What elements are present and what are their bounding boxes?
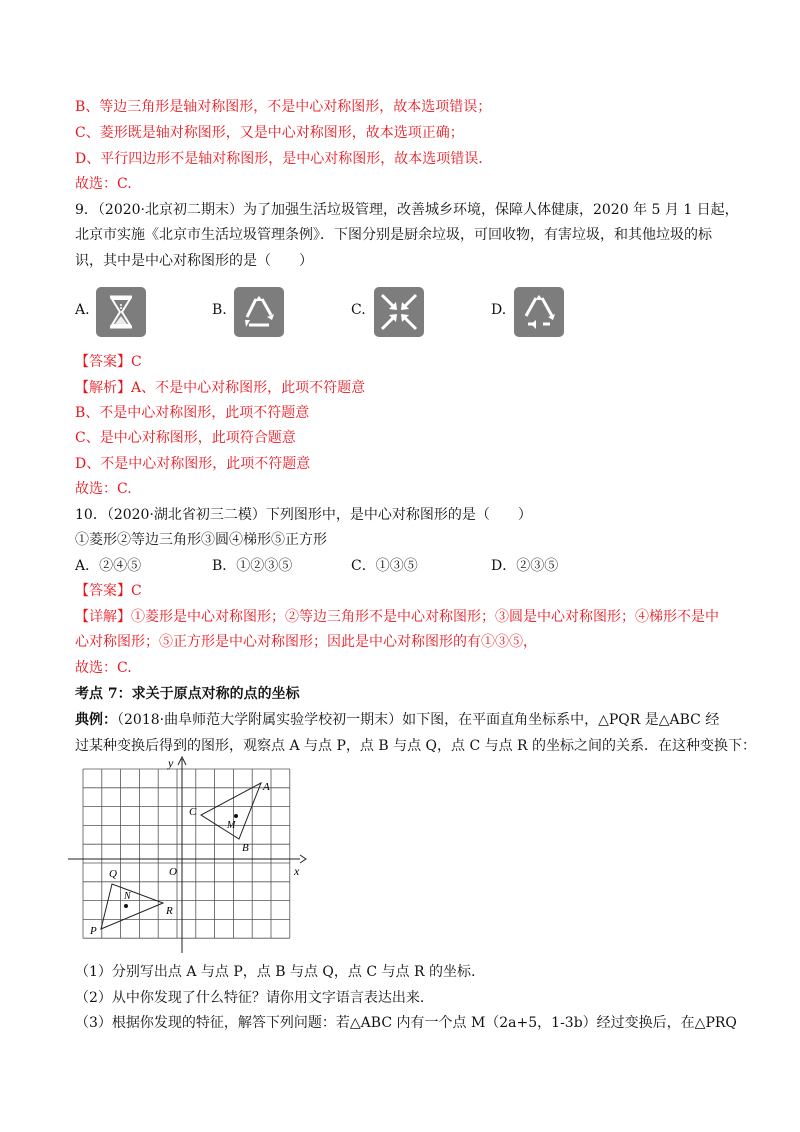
- sub-question-2: （2）从中你发现了什么特征？请你用文字语言表达出来.: [75, 990, 425, 1006]
- sub-question-3: （3）根据你发现的特征，解答下列问题：若△ABC 内有一个点 M（2a+5，1-3b）经过变换后，在△PRQ: [75, 1015, 737, 1031]
- label-m: M: [227, 820, 236, 831]
- q10-option-c: C．①③⑤: [351, 558, 418, 574]
- coordinate-grid: [68, 755, 308, 955]
- q10-choice: 故选：C.: [75, 660, 132, 676]
- q9-option-b-analysis: B、不是中心对称图形，此项不符题意: [75, 405, 310, 421]
- q9-option-c-label: C.: [351, 302, 366, 318]
- q10-stem-line1: 10．（2020·湖北省初三二模）下列图形中，是中心对称图形的是（ ）: [75, 507, 532, 523]
- triangle-pqr: [101, 884, 163, 929]
- q9-stem-line2: 北京市实施《北京市生活垃圾管理条例》．下图分别是厨余垃圾，可回收物，有害垃圾，和其他垃圾的标: [75, 227, 712, 243]
- q9-option-c-analysis: C、是中心对称图形，此项符合题意: [75, 430, 296, 446]
- example-line2: 过某种变换后得到的图形，观察点 A 与点 P，点 B 与点 Q，点 C 与点 R 的坐标之间的关系．在这种变换下：: [75, 738, 757, 754]
- label-c: C: [189, 806, 197, 818]
- q9-option-d-label: D.: [491, 302, 507, 318]
- label-q: Q: [109, 868, 117, 880]
- q10-option-b: B．①②③⑤: [212, 558, 293, 574]
- q10-option-a: A．②④⑤: [75, 558, 142, 574]
- example-line1: [75, 711, 719, 729]
- q10-stem-line2: ①菱形②等边三角形③圆④梯形⑤正方形: [75, 532, 327, 548]
- q10-detail-line1: 【详解】①菱形是中心对称图形；②等边三角形不是中心对称图形；③圆是中心对称图形；④梯形不是中: [75, 609, 719, 625]
- recycle-icon: [514, 287, 564, 337]
- q9-answer: 【答案】C: [75, 354, 142, 370]
- example-text: （2018·曲阜师范大学附属实验学校初一期末）如下图，在平面直角坐标系中，△PQR 是△ABC 经: [117, 712, 720, 728]
- label-b: B: [242, 842, 249, 854]
- q10-answer: 【答案】C: [75, 583, 142, 599]
- q9-option-d-analysis: D、不是中心对称图形，此项不符题意: [75, 456, 311, 472]
- label-r: R: [166, 905, 173, 917]
- origin-label: O: [169, 866, 177, 878]
- label-n: N: [124, 891, 131, 902]
- sub-question-1: （1）分别写出点 A 与点 P，点 B 与点 Q，点 C 与点 R 的坐标.: [75, 964, 476, 980]
- label-p: P: [90, 925, 97, 937]
- q9-option-b-label: B.: [212, 302, 227, 318]
- q9-analysis: 【解析】A、不是中心对称图形，此项不符题意: [75, 380, 366, 396]
- q9-option-a-label: A.: [75, 302, 90, 318]
- q10-detail-line2: 心对称图形；⑤正方形是中心对称图形；因此是中心对称图形的有①③⑤，: [75, 634, 537, 650]
- point-m: [234, 814, 238, 818]
- x-axis-arrow: [300, 855, 306, 863]
- option-c-explanation: C、菱形既是轴对称图形，又是中心对称图形，故本选项正确；: [75, 125, 464, 141]
- q10-option-d: D．②③⑤: [491, 558, 559, 574]
- q9-choice: 故选：C.: [75, 481, 132, 497]
- example-label: 典例：: [75, 712, 117, 728]
- hourglass-icon: [96, 287, 146, 337]
- section-heading: 考点 7：求关于原点对称的点的坐标: [75, 686, 300, 702]
- recycle-icon: [234, 287, 284, 337]
- q9-stem-line3: 识，其中是中心对称图形的是（ ）: [75, 253, 313, 269]
- y-axis-label: y: [168, 756, 174, 770]
- point-n: [124, 904, 128, 908]
- inward-arrows-icon: [374, 287, 424, 337]
- option-d-explanation: D、平行四边形不是轴对称图形，是中心对称图形，故本选项错误.: [75, 151, 483, 167]
- choice-line: 故选：C.: [75, 176, 132, 192]
- option-b-explanation: B、等边三角形是轴对称图形，不是中心对称图形，故本选项错误；: [75, 99, 492, 115]
- label-a: A: [263, 781, 270, 793]
- x-axis-label: x: [294, 864, 300, 878]
- q9-stem-line1: 9．（2020·北京初二期末）为了加强生活垃圾管理，改善城乡环境，保障人体健康，2020 年 5 月 1 日起，: [75, 202, 739, 218]
